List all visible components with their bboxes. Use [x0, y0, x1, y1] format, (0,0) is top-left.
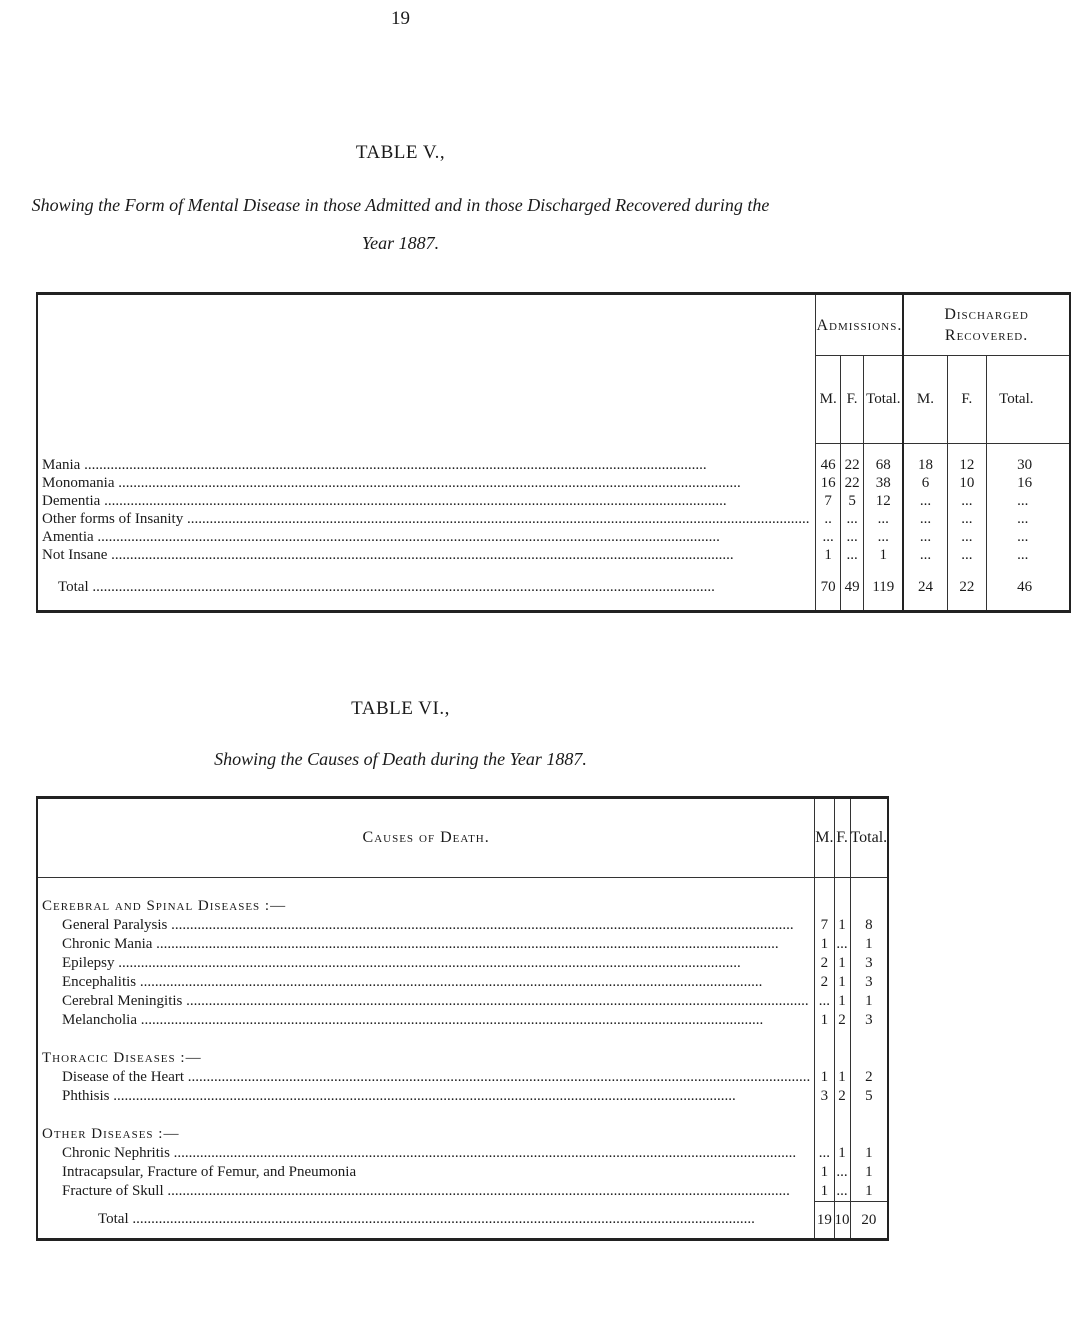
admissions-total-cell: 68: [864, 456, 904, 474]
total-cell: 2: [850, 1068, 888, 1087]
section-heading: Thoracic Diseases :—: [42, 1050, 202, 1066]
discharged-m-total: 24: [903, 564, 947, 612]
f-total: 10: [834, 1202, 850, 1240]
admissions-f-cell: ...: [840, 528, 863, 546]
row-label: Amentia .....: [37, 528, 816, 546]
discharged-f-cell: 10: [947, 474, 987, 492]
total-header: Total.: [850, 798, 888, 878]
row-label: Encephalitis .....: [37, 973, 815, 992]
row-label: Melancholia .....: [37, 1011, 815, 1030]
table-row: [37, 456, 1070, 474]
page-number: 19: [391, 8, 410, 29]
discharged-f-cell: ...: [947, 492, 987, 510]
row-label: General Paralysis .....: [37, 916, 815, 935]
table-row: [37, 546, 1070, 564]
admissions-f-header: F.: [840, 356, 863, 444]
table-5-subtitle: Showing the Form of Mental Disease in those Admitted and in those Discharged Recovered during the Year 1887.: [31, 195, 770, 253]
admissions-f-cell: 5: [840, 492, 863, 510]
discharged-recovered-header: Discharged Recovered.: [903, 294, 1070, 356]
row-label: Chronic Mania .....: [37, 935, 815, 954]
discharged-total-cell: 16: [987, 474, 1070, 492]
row-label: Dementia .....: [37, 492, 816, 510]
f-cell: 1: [834, 1144, 850, 1163]
table-row: [37, 954, 888, 973]
table-row: [37, 474, 1070, 492]
section-heading-row: [37, 1048, 888, 1068]
m-cell: 1: [815, 1182, 834, 1202]
admissions-m-cell: ...: [816, 528, 840, 546]
m-total: 19: [815, 1202, 834, 1240]
grand-total: 20: [850, 1202, 888, 1240]
discharged-grand-total: 46: [987, 564, 1070, 612]
m-cell: ...: [815, 1144, 834, 1163]
table-row: [37, 973, 888, 992]
m-cell: 7: [815, 916, 834, 935]
f-cell: ...: [834, 1163, 850, 1182]
row-label: Fracture of Skull .....: [37, 1182, 815, 1202]
row-label: Epilepsy .....: [37, 954, 815, 973]
f-cell: 1: [834, 1068, 850, 1087]
total-cell: 1: [850, 1144, 888, 1163]
discharged-m-cell: 18: [903, 456, 947, 474]
total-row: [37, 564, 1070, 612]
table-row: [37, 935, 888, 954]
table-row: [37, 1182, 888, 1202]
total-cell: 3: [850, 954, 888, 973]
total-cell: 8: [850, 916, 888, 935]
table-row: [37, 528, 1070, 546]
table-row: [37, 1144, 888, 1163]
discharged-total-header: Total.: [987, 356, 1070, 444]
admissions-m-total: 70: [816, 564, 840, 612]
row-label: Cerebral Meningitis .....: [37, 992, 815, 1011]
causes-of-death-header: Causes of Death.: [37, 798, 815, 878]
admissions-f-cell: 22: [840, 456, 863, 474]
admissions-m-cell: 46: [816, 456, 840, 474]
discharged-m-header: M.: [903, 356, 947, 444]
admissions-total-cell: ...: [864, 510, 904, 528]
discharged-total-cell: 30: [987, 456, 1070, 474]
discharged-f-cell: ...: [947, 510, 987, 528]
admissions-total-cell: 38: [864, 474, 904, 492]
discharged-m-cell: ...: [903, 510, 947, 528]
table-5: [36, 292, 1071, 613]
table-6-subtitle: Showing the Causes of Death during the Year 1887.: [214, 749, 587, 769]
discharged-m-cell: ...: [903, 546, 947, 564]
f-cell: 2: [834, 1011, 850, 1030]
section-heading: Other Diseases :—: [42, 1126, 180, 1142]
f-cell: ...: [834, 1182, 850, 1202]
admissions-m-cell: ..: [816, 510, 840, 528]
discharged-total-cell: ...: [987, 528, 1070, 546]
discharged-total-cell: ...: [987, 510, 1070, 528]
discharged-f-cell: 12: [947, 456, 987, 474]
row-label: Intracapsular, Fracture of Femur, and Pneumonia: [62, 1164, 357, 1180]
total-label: Total .....: [98, 1211, 808, 1228]
row-label: Phthisis .....: [37, 1087, 815, 1106]
total-label: Total .....: [58, 579, 809, 596]
admissions-total-cell: 1: [864, 546, 904, 564]
discharged-f-total: 22: [947, 564, 987, 612]
admissions-total-header: Total.: [864, 356, 904, 444]
section-heading-row: [37, 896, 888, 916]
table-5-title: TABLE V.,: [355, 142, 446, 163]
admissions-total-cell: ...: [864, 528, 904, 546]
discharged-m-cell: ...: [903, 492, 947, 510]
f-header: F.: [834, 798, 850, 878]
row-label: Monomania .....: [37, 474, 816, 492]
discharged-total-cell: ...: [987, 492, 1070, 510]
table-row: [37, 492, 1070, 510]
table-6: [36, 796, 889, 1241]
total-cell: 1: [850, 935, 888, 954]
row-label: Not Insane .....: [37, 546, 816, 564]
total-label-cell: [37, 564, 816, 612]
f-cell: ...: [834, 935, 850, 954]
row-label: Chronic Nephritis .....: [37, 1144, 815, 1163]
admissions-f-cell: ...: [840, 546, 863, 564]
table-row: [37, 1163, 888, 1182]
admissions-f-total: 49: [840, 564, 863, 612]
row-label: Disease of the Heart .....: [37, 1068, 815, 1087]
f-cell: 1: [834, 916, 850, 935]
table-row: [37, 510, 1070, 528]
total-cell: 1: [850, 992, 888, 1011]
admissions-f-cell: 22: [840, 474, 863, 492]
f-cell: 1: [834, 992, 850, 1011]
row-label: Other forms of Insanity .....: [37, 510, 816, 528]
f-cell: 2: [834, 1087, 850, 1106]
table-row: [37, 916, 888, 935]
f-cell: 1: [834, 954, 850, 973]
table-row: [37, 1087, 888, 1106]
total-cell: 3: [850, 1011, 888, 1030]
total-cell: 1: [850, 1163, 888, 1182]
table-row: [37, 992, 888, 1011]
m-cell: 1: [815, 1163, 834, 1182]
discharged-f-cell: ...: [947, 528, 987, 546]
section-heading: Cerebral and Spinal Diseases :—: [42, 898, 287, 914]
discharged-m-cell: 6: [903, 474, 947, 492]
total-cell: 1: [850, 1182, 888, 1202]
admissions-m-cell: 1: [816, 546, 840, 564]
admissions-m-cell: 7: [816, 492, 840, 510]
table-row: [37, 1011, 888, 1030]
table-5-header-blank: [37, 294, 816, 444]
m-cell: 1: [815, 1068, 834, 1087]
admissions-f-cell: ...: [840, 510, 863, 528]
row-label: Mania .....: [37, 456, 816, 474]
discharged-total-cell: ...: [987, 546, 1070, 564]
f-cell: 1: [834, 973, 850, 992]
admissions-m-cell: 16: [816, 474, 840, 492]
total-cell: 5: [850, 1087, 888, 1106]
m-cell: 1: [815, 935, 834, 954]
admissions-header: Admissions.: [816, 294, 903, 356]
m-cell: 1: [815, 1011, 834, 1030]
table-6-title: TABLE VI.,: [351, 698, 450, 719]
discharged-m-cell: ...: [903, 528, 947, 546]
m-header: M.: [815, 798, 834, 878]
table-row: [37, 1068, 888, 1087]
total-label-cell: [37, 1202, 815, 1240]
discharged-f-cell: ...: [947, 546, 987, 564]
section-heading-row: [37, 1124, 888, 1144]
admissions-m-header: M.: [816, 356, 840, 444]
m-cell: ...: [815, 992, 834, 1011]
total-row: [37, 1202, 888, 1240]
m-cell: 2: [815, 973, 834, 992]
m-cell: 2: [815, 954, 834, 973]
discharged-f-header: F.: [947, 356, 987, 444]
admissions-grand-total: 119: [864, 564, 904, 612]
admissions-total-cell: 12: [864, 492, 904, 510]
total-cell: 3: [850, 973, 888, 992]
m-cell: 3: [815, 1087, 834, 1106]
